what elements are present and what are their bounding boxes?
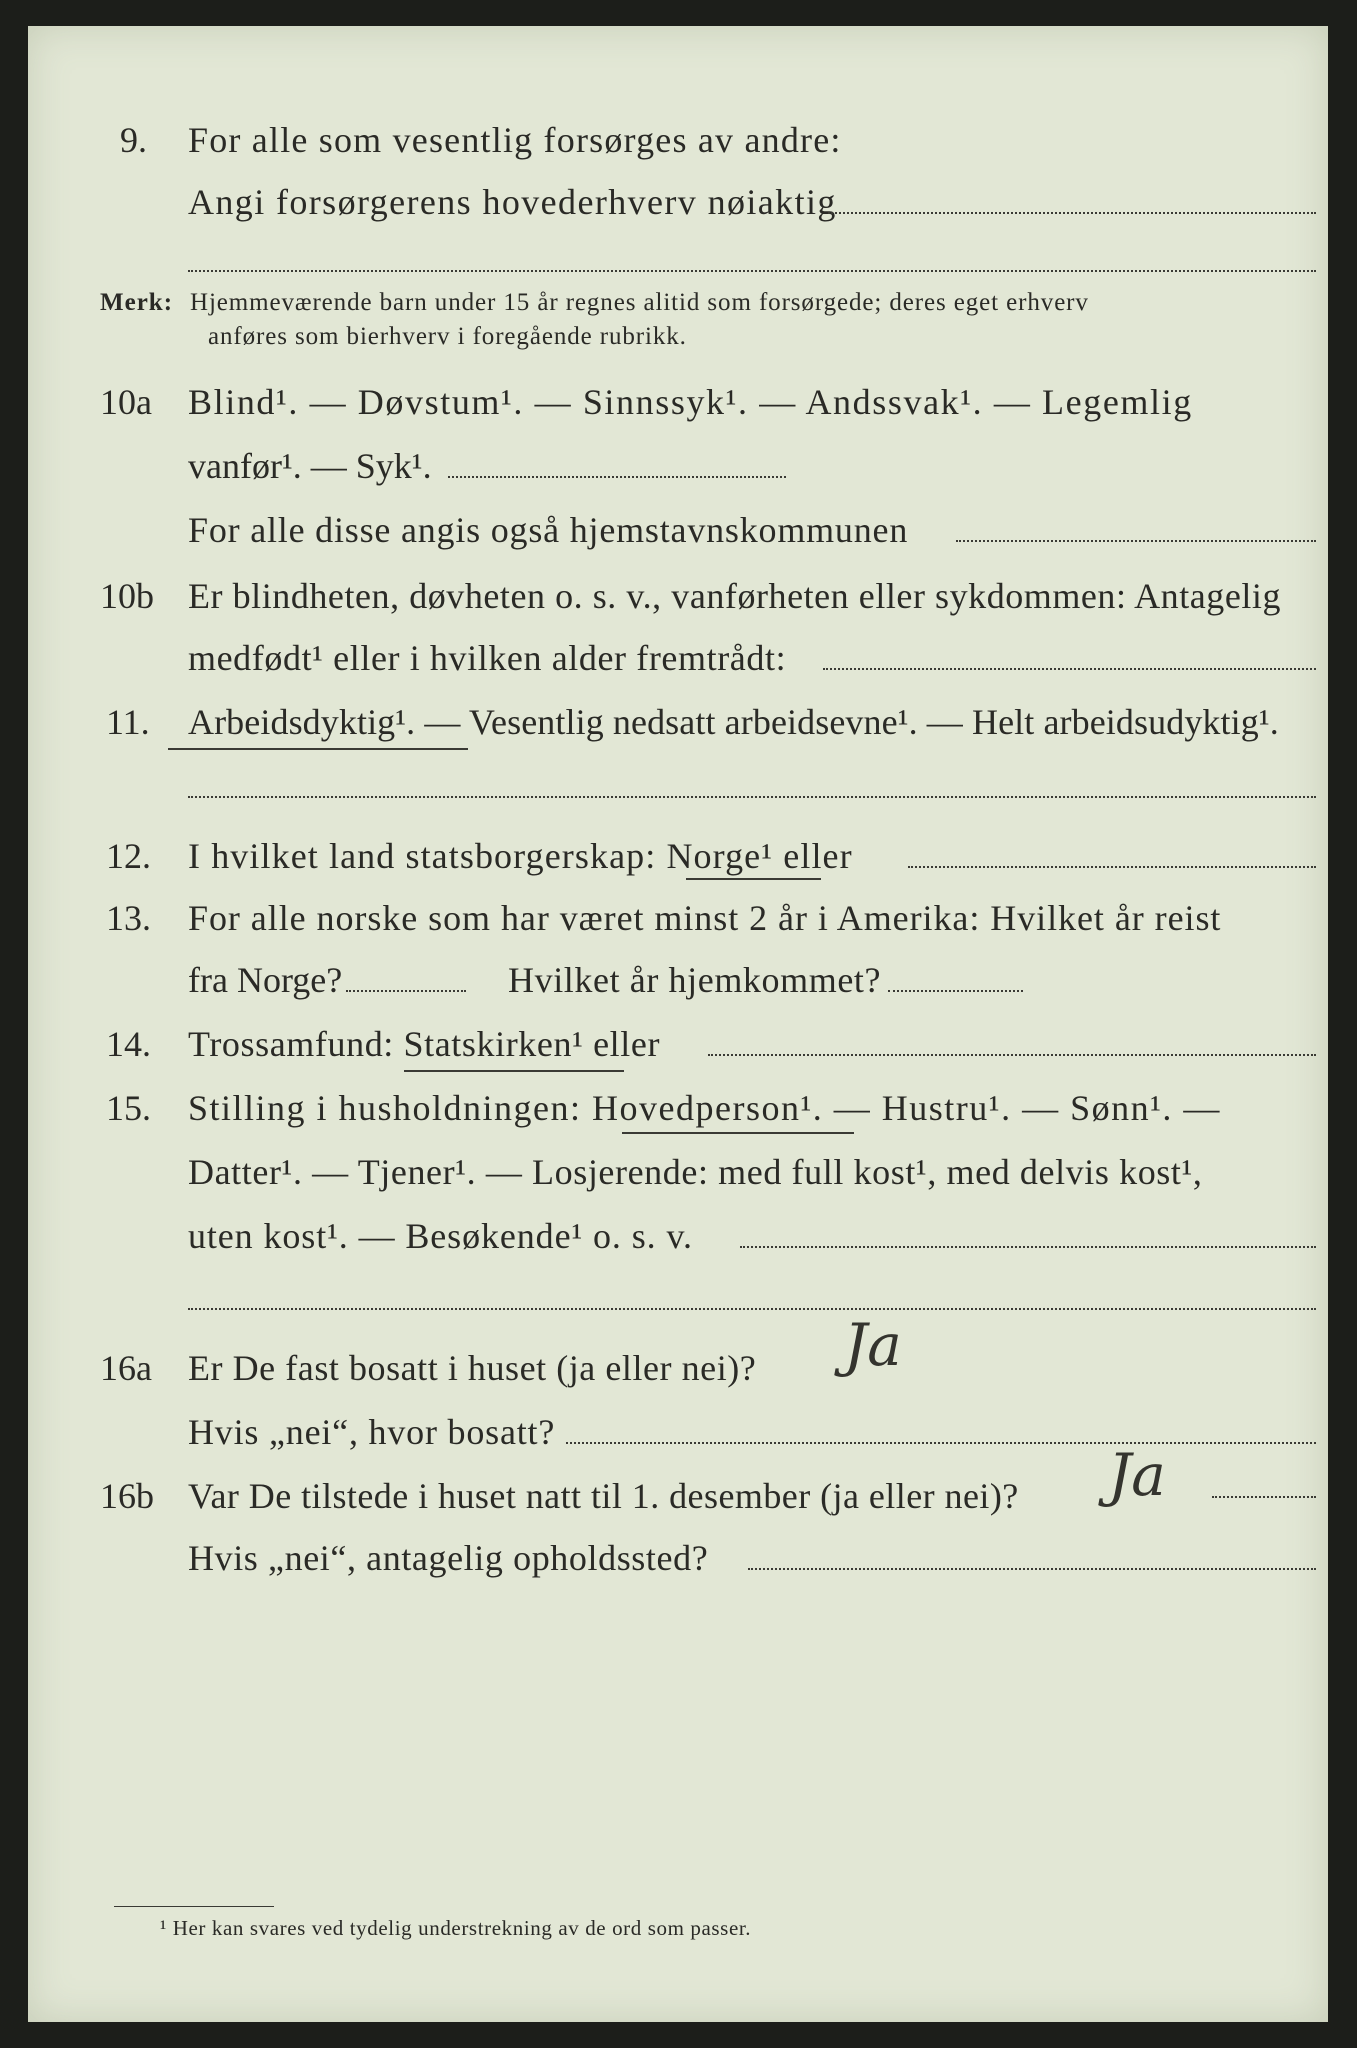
footnote-rule: [114, 1906, 274, 1907]
q14-line1: Trossamfund: Statskirken¹ eller: [188, 1024, 661, 1064]
q12-answer-line: [908, 866, 1316, 868]
merk-label: Merk:: [100, 289, 174, 316]
q9-line1: For alle som vesentlig forsørges av andre:: [188, 120, 842, 160]
q13-line1: For alle norske som har været minst 2 år i Amerika: Hvilket år reist: [188, 898, 1222, 938]
q16a-answer-line: [566, 1442, 1316, 1444]
q9-answer-line: [828, 212, 1316, 214]
q15-line2: Datter¹. — Tjener¹. — Losjerende: med full kost¹, med delvis kost¹,: [188, 1152, 1203, 1192]
q13-number: 13.: [106, 898, 151, 938]
q9-line2: Angi forsørgerens hovederhverv nøiaktig: [188, 182, 837, 222]
q14-answer-line: [708, 1054, 1316, 1056]
merk-line1: Hjemmeværende barn under 15 år regnes alitid som forsørgede; deres eget erhverv: [190, 289, 1089, 316]
q15-number: 15.: [106, 1088, 151, 1128]
q9-number: 9.: [120, 120, 147, 160]
q10b-number: 10b: [100, 576, 154, 616]
q12-number: 12.: [106, 836, 151, 876]
q15-answer-line-2: [188, 1308, 1316, 1310]
q14-number: 14.: [106, 1024, 151, 1064]
q11-number: 11.: [106, 702, 150, 742]
q11-answer-line: [188, 796, 1316, 798]
q10b-line1: Er blindheten, døvheten o. s. v., vanførheten eller sykdommen: Antagelig: [188, 576, 1282, 616]
q12-underline-norge: [686, 878, 821, 880]
q16b-answer-line: [1212, 1496, 1316, 1498]
q10b-line2: medfødt¹ eller i hvilken alder fremtrådt:: [188, 638, 787, 678]
q11-line1: Arbeidsdyktig¹. — Vesentlig nedsatt arbeidsevne¹. — Helt arbeidsudyktig¹.: [188, 702, 1279, 742]
q13-line2a: fra Norge?: [188, 960, 343, 1000]
q9-answer-line-2: [188, 270, 1316, 272]
q16b-handwritten-answer: Ja: [1108, 1441, 1166, 1509]
q16a-line2: Hvis „nei“, hvor bosatt?: [188, 1412, 556, 1452]
census-form-page: [28, 26, 1328, 2022]
q15-line3: uten kost¹. — Besøkende¹ o. s. v.: [188, 1216, 693, 1256]
q12-line1: I hvilket land statsborgerskap: Norge¹ eller: [188, 836, 853, 876]
q14-underline-statskirken: [404, 1070, 624, 1072]
q10a-line2: vanfør¹. — Syk¹.: [188, 446, 432, 486]
q15-underline-hovedperson: [622, 1132, 854, 1134]
q16b-line1: Var De tilstede i huset natt til 1. desember (ja eller nei)?: [188, 1476, 1019, 1516]
q16a-number: 16a: [100, 1348, 152, 1388]
q16a-handwritten-answer: Ja: [844, 1311, 902, 1379]
q16a-line1: Er De fast bosatt i huset (ja eller nei)?: [188, 1348, 757, 1388]
q15-line1: Stilling i husholdningen: Hovedperson¹. — Hustru¹. — Sønn¹. —: [188, 1088, 1221, 1128]
q16b-answer-line-2: [748, 1568, 1316, 1570]
q11-underline-arbeidsdyktig: [168, 748, 468, 750]
q13-line2b: Hvilket år hjemkommet?: [508, 960, 882, 1000]
q13-reist-line: [346, 990, 466, 992]
q10a-hjemstavn-line: [956, 540, 1316, 542]
q13-hjemkommet-line: [888, 990, 1023, 992]
q10b-answer-line: [823, 668, 1316, 670]
footnote-text: ¹ Her kan svares ved tydelig understrekning av de ord som passer.: [160, 1916, 752, 1940]
q16b-line2: Hvis „nei“, antagelig opholdssted?: [188, 1538, 709, 1578]
merk-line2: anføres som bierhverv i foregående rubrikk.: [208, 323, 687, 350]
q10a-line3: For alle disse angis også hjemstavnskommunen: [188, 510, 909, 550]
q16b-number: 16b: [100, 1476, 154, 1516]
q10a-line1: Blind¹. — Døvstum¹. — Sinnssyk¹. — Andssvak¹. — Legemlig: [188, 382, 1193, 422]
q10a-number: 10a: [100, 382, 152, 422]
q10a-syk-line: [448, 476, 786, 478]
q15-answer-line: [740, 1246, 1316, 1248]
